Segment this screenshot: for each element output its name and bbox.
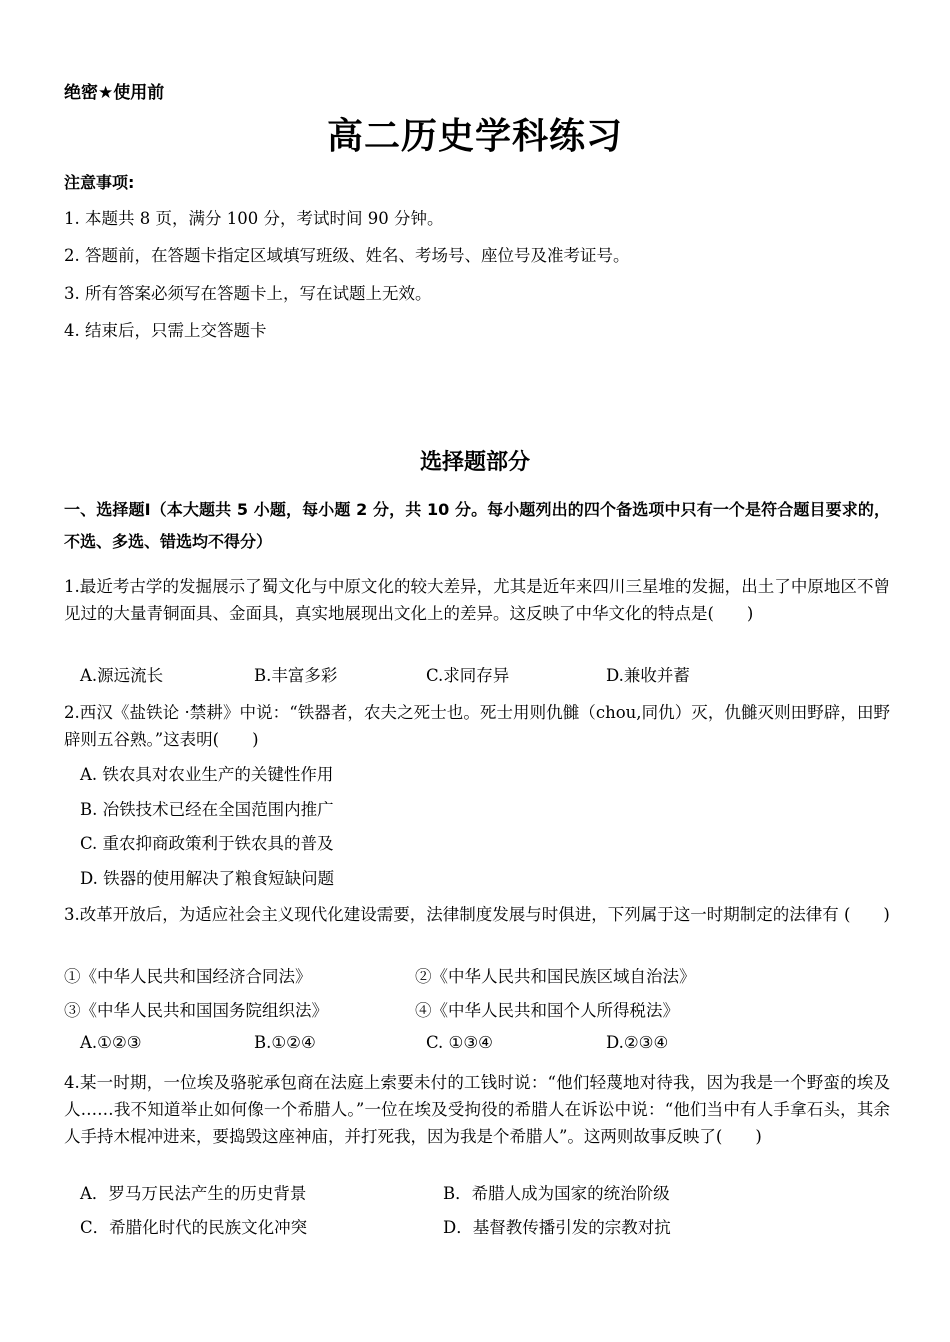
question-4-option-b: B．希腊人成为国家的统治阶级	[443, 1184, 670, 1203]
question-3-item-3: ③《中华人民共和国国务院组织法》	[64, 1001, 328, 1020]
question-2-option-d: D. 铁器的使用解决了粮食短缺问题	[80, 869, 335, 888]
part-heading: 一、选择题Ⅰ（本大题共 5 小题，每小题 2 分，共 10 分。每小题列出的四个备选项中只有一个是符合题目要求的，不选、多选、错选均不得分）	[64, 500, 890, 551]
question-3-item-1: ①《中华人民共和国经济合同法》	[64, 967, 312, 986]
question-2-stem: 2.西汉《盐铁论 ·禁耕》中说：“铁器者，农夫之死士也。死士用则仇雠（chou,同仇）灭，仇雠灭则田野辟，田野辟则五谷熟。”这表明( )	[64, 703, 890, 749]
confidential-label: 绝密★使用前	[64, 83, 165, 103]
question-2-option-b: B. 冶铁技术已经在全国范围内推广	[80, 800, 334, 819]
question-1-option-c: C.求同存异	[426, 666, 510, 685]
question-4-option-c: C．希腊化时代的民族文化冲突	[80, 1218, 308, 1237]
page-title: 高二历史学科练习	[326, 116, 623, 157]
notice-item: 4. 结束后，只需上交答题卡	[64, 321, 267, 340]
notice-item: 2. 答题前，在答题卡指定区域填写班级、姓名、考场号、座位号及准考证号。	[64, 246, 630, 265]
question-3-option-c: C. ①③④	[426, 1033, 493, 1052]
question-3-stem: 3.改革开放后，为适应社会主义现代化建设需要，法律制度发展与时俱进，下列属于这一时期制定的法律有 ( )	[64, 905, 890, 924]
question-3-option-a: A.①②③	[80, 1033, 142, 1052]
question-3-option-d: D.②③④	[606, 1033, 669, 1052]
question-2-option-c: C. 重农抑商政策利于铁农具的普及	[80, 834, 334, 853]
question-2-option-a: A. 铁农具对农业生产的关键性作用	[80, 765, 334, 784]
question-4-stem: 4.某一时期，一位埃及骆驼承包商在法庭上索要未付的工钱时说：“他们轻蔑地对待我，因为我是一个野蛮的埃及人……我不知道举止如何像一个希腊人。”一位在埃及受拘役的希腊人在诉讼中说：“他们当中有人手拿石头，其余人手持木棍冲进来，要捣毁这座神庙，并打死我，因为我是个希腊人”。这两则故事反映了( )	[64, 1073, 890, 1146]
section-title: 选择题部分	[419, 450, 530, 475]
question-1-stem: 1.最近考古学的发掘展示了蜀文化与中原文化的较大差异，尤其是近年来四川三星堆的发掘，出土了中原地区不曾见过的大量青铜面具、金面具，真实地展现出文化上的差异。这反映了中华文化的特点是( )	[64, 577, 890, 623]
question-4-option-a: A．罗马万民法产生的历史背景	[80, 1184, 307, 1203]
question-1-option-a: A.源远流长	[80, 666, 164, 685]
question-1-option-b: B.丰富多彩	[254, 666, 338, 685]
notice-heading: 注意事项:	[64, 173, 135, 192]
question-4-option-d: D．基督教传播引发的宗教对抗	[443, 1218, 671, 1237]
notice-item: 1. 本题共 8 页，满分 100 分，考试时间 90 分钟。	[64, 209, 444, 228]
question-3-item-4: ④《中华人民共和国个人所得税法》	[415, 1001, 679, 1020]
notice-item: 3. 所有答案必须写在答题卡上，写在试题上无效。	[64, 284, 432, 303]
question-3-option-b: B.①②④	[254, 1033, 316, 1052]
question-1-option-d: D.兼收并蓄	[606, 666, 690, 685]
question-3-item-2: ②《中华人民共和国民族区域自治法》	[415, 967, 696, 986]
